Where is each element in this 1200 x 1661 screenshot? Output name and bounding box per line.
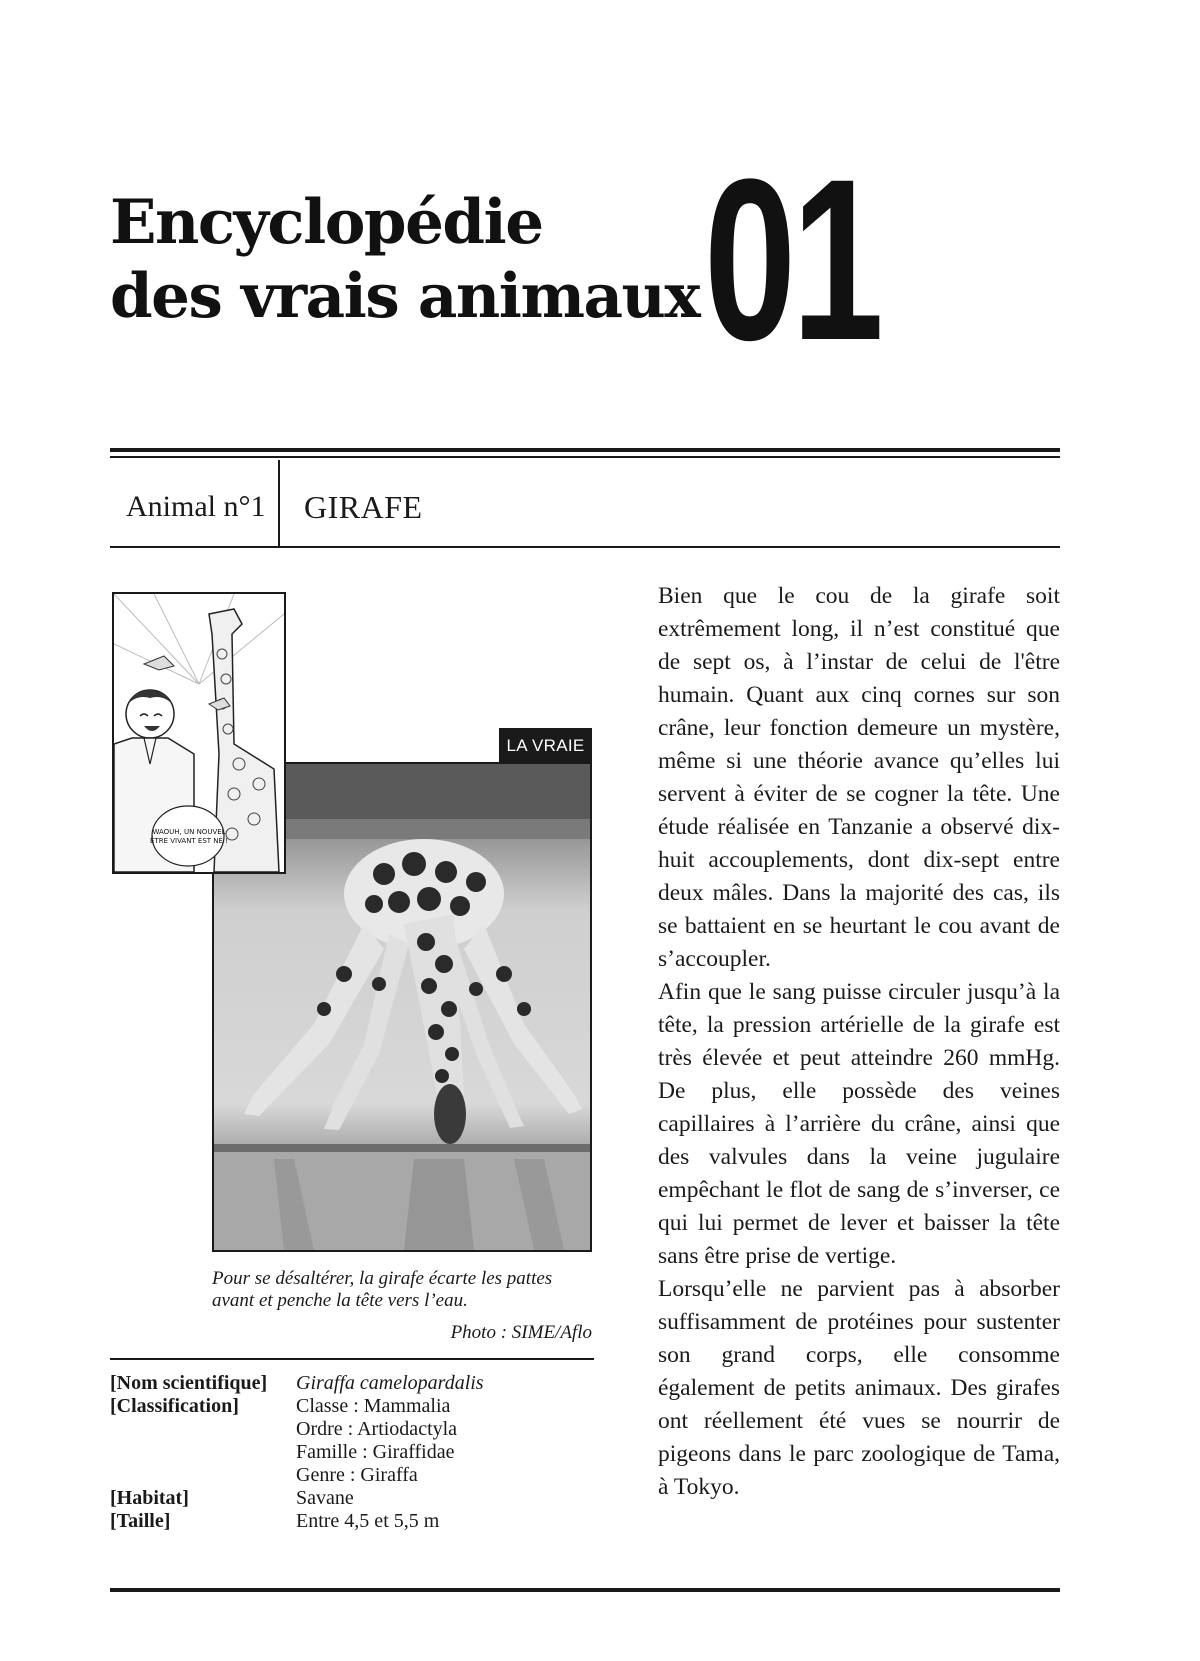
body-paragraph-3: Lorsqu’elle ne parvient pas à absorber suffisamment de protéines pour sustenter son grand corps, elle consomme également de petits animaux. Des girafes ont réellement été vues se nourrir de pigeons dans le parc zoologique de Tama, à Tokyo.	[658, 1276, 1060, 1500]
real-badge: LA VRAIE	[499, 728, 592, 764]
spec-value: Classe : Mammalia	[296, 1395, 451, 1417]
animal-header	[110, 460, 1060, 546]
spec-value: Ordre : Artiodactyla	[296, 1418, 458, 1440]
spec-row-scientific-name	[110, 1372, 594, 1395]
body-paragraph-2: Afin que le sang puisse circuler jusqu’à la tête, la pression artérielle de la girafe est très élevée et peut atteindre 260 mmHg. De plus, elle possède des veines capillaires à l’arrière du crâne, ainsi que des valvules dans la veine jugulaire empêchant le flot de sang de s’inverser, ce qui lui permet de lever et baisser la tête sans être prise de vertige.	[658, 979, 1060, 1269]
speech-bubble: WAOUH, UN NOUVEL ÊTRE VIVANT EST NÉ !	[150, 828, 228, 845]
spec-label: [Nom scientifique]	[110, 1372, 268, 1394]
spec-row-size	[110, 1510, 594, 1533]
spec-value: Giraffa camelopardalis	[296, 1372, 484, 1394]
caption-line-2: avant et penche la tête vers l’eau.	[212, 1290, 468, 1311]
spec-value: Genre : Giraffa	[296, 1464, 418, 1486]
page-title	[110, 186, 699, 334]
header-divider	[278, 460, 280, 546]
spec-value: Entre 4,5 et 5,5 m	[296, 1510, 440, 1532]
manga-panel	[112, 592, 286, 874]
title-line-1: Encyclopédie	[110, 187, 543, 258]
spec-value: Savane	[296, 1487, 354, 1509]
spec-value: Famille : Giraffidae	[296, 1441, 455, 1463]
article-body	[658, 580, 1060, 1504]
spec-row-classification	[110, 1395, 594, 1487]
spec-label: [Habitat]	[110, 1487, 189, 1509]
animal-name: GIRAFE	[304, 489, 423, 525]
footer-rule	[110, 1588, 1060, 1592]
body-paragraph-1: Bien que le cou de la girafe soit extrêmement long, il n’est constitué que de sept os, à l’instar de celui de l'être humain. Quant aux cinq cornes sur son crâne, leur fonction demeure un mystère, même si une théorie avance qu’elles lui servent à éviter de se cogner la tête. Une étude réalisée en Tanzanie a observé dix-huit accouplements, dont dix-sept entre deux mâles. Dans la majorité des cas, ils se battaient en se heurtant le cou avant de s’accoupler.	[658, 583, 1060, 972]
header-double-rule	[110, 448, 1060, 458]
animal-number-label: Animal n°1	[126, 490, 266, 523]
specs-table	[110, 1372, 594, 1533]
spec-label: [Taille]	[110, 1510, 171, 1532]
spec-label: [Classification]	[110, 1395, 239, 1417]
header-bottom-rule	[110, 546, 1060, 548]
chapter-number: 01	[704, 131, 880, 388]
photo-credit: Photo : SIME/Aflo	[450, 1322, 592, 1343]
specs-top-rule	[110, 1358, 594, 1360]
spec-values	[296, 1395, 457, 1487]
title-line-2: des vrais animaux	[110, 261, 700, 332]
caption-line-1: Pour se désaltérer, la girafe écarte les pattes	[212, 1268, 553, 1289]
photo-caption	[212, 1268, 592, 1312]
spec-row-habitat	[110, 1487, 594, 1510]
